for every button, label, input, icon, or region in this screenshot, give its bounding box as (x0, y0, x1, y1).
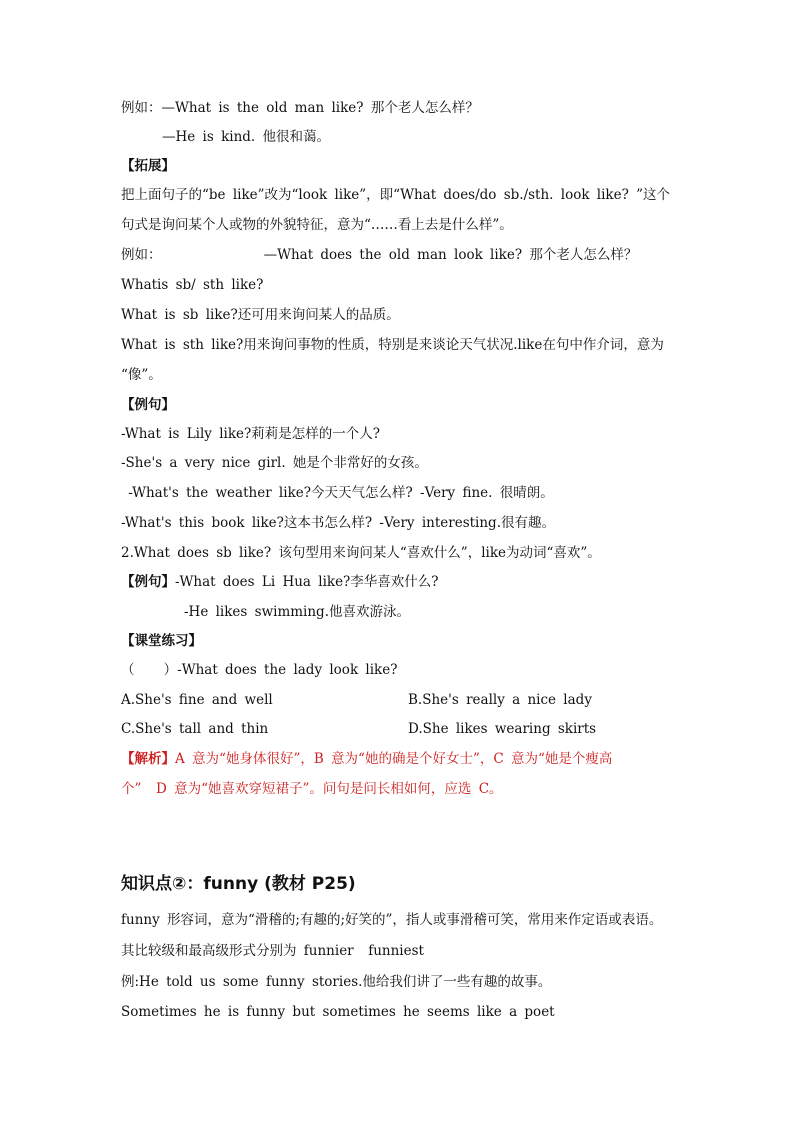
example-line-3: 例如： —What does the old man look like? 那个老人怎么样？ (121, 247, 638, 263)
usage-line-1: What is sb like?还可用来询问某人的品质。 (121, 307, 400, 323)
section-label-examples-2: 【例句】 (121, 574, 175, 590)
option-a: A.She's fine and well (121, 692, 273, 708)
extension-paragraph-2: 句式是询问某个人或物的外貌特征，意为“……看上去是什么样”。 (121, 217, 513, 233)
example-sentence-3: -What's the weather like?今天天气怎么样? -Very fine. 很晴朗。 (121, 485, 554, 501)
pattern-line: Whatis sb/ sth like? (121, 277, 264, 293)
usage-line-3: “像”。 (121, 367, 162, 383)
example-line-2: —He is kind. 他很和蔼。 (162, 129, 331, 145)
example-line-4 (121, 573, 439, 591)
answer-label: 【解析】 (121, 751, 175, 767)
option-b: B.She's really a nice lady (408, 692, 592, 708)
example-sentence-1: -What is Lily like?莉莉是怎样的一个人? (121, 426, 380, 442)
funny-paragraph-1: funny 形容词，意为“滑稽的;有趣的;好笑的”，指人或事滑稽可笑，常用来作定语或表语。 (121, 912, 663, 928)
extension-paragraph-1: 把上面句子的“be like”改为“look like”，即“What does/do sb./sth. look like? ”这个 (121, 187, 671, 203)
funny-example-2: Sometimes he is funny but sometimes he seems like a poet (121, 1004, 555, 1020)
section-label-extension: 【拓展】 (121, 158, 175, 174)
example-line-1: 例如：—What is the old man like? 那个老人怎么样？ (121, 100, 479, 116)
knowledge-point-heading: 知识点②：funny (教材 P25) (121, 874, 356, 894)
example-sentence-2: -She's a very nice girl. 她是个非常好的女孩。 (121, 455, 428, 471)
answer-explanation-1-text: A 意为“她身体很好”，B 意为“她的确是个好女士”，C 意为“她是个瘦高 (175, 751, 613, 767)
example-line-5: -He likes swimming.他喜欢游泳。 (184, 604, 410, 620)
option-c: C.She's tall and thin (121, 721, 269, 737)
funny-example-1: 例:He told us some funny stories.他给我们讲了一些有趣的故事。 (121, 974, 552, 990)
answer-explanation-1 (121, 750, 612, 768)
usage-line-2: What is sth like?用来询问事物的性质，特别是来谈论天气状况.like在句中作介词，意为 (121, 337, 664, 353)
option-d: D.She likes wearing skirts (408, 721, 597, 737)
example-sentence-4: -What's this book like?这本书怎么样? -Very interesting.很有趣。 (121, 515, 555, 531)
answer-explanation-2: 个” D 意为“她喜欢穿短裙子”。问句是问长相如何，应选 C。 (121, 781, 503, 797)
example-line-4-text: -What does Li Hua like?李华喜欢什么? (175, 574, 439, 590)
pattern-2-line: 2.What does sb like? 该句型用来询问某人“喜欢什么”，like为动词“喜欢”。 (121, 545, 601, 561)
funny-paragraph-2: 其比较级和最高级形式分别为 funnier funniest (121, 943, 424, 959)
section-label-practice: 【课堂练习】 (121, 633, 202, 649)
section-label-examples: 【例句】 (121, 397, 175, 413)
practice-question: （ ）-What does the lady look like? (121, 662, 398, 678)
